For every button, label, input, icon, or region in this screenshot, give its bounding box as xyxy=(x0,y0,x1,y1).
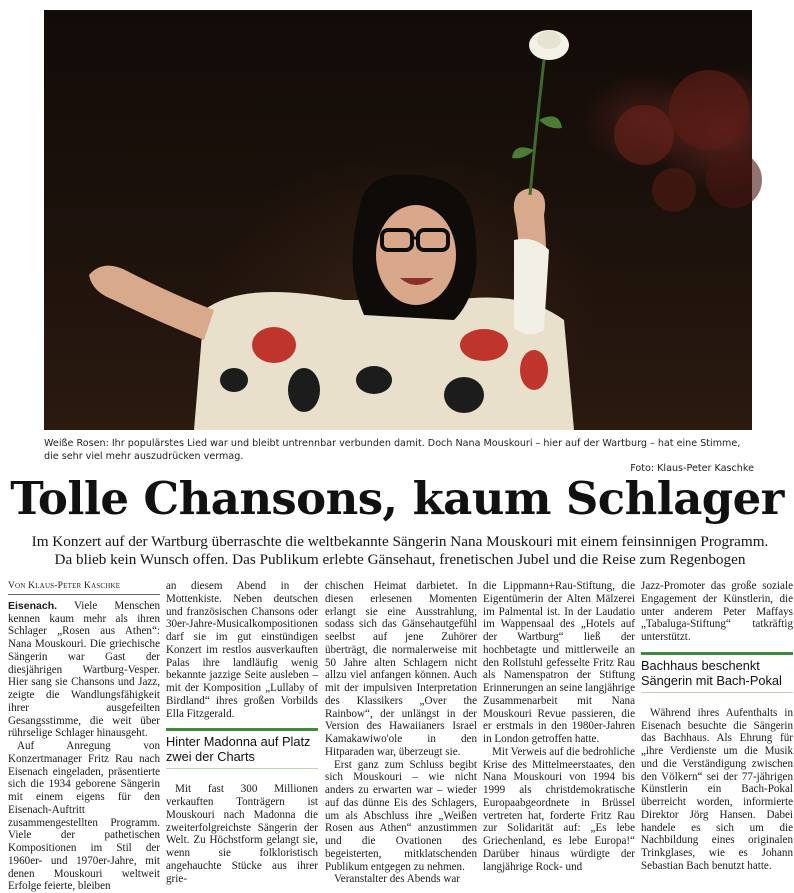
article-paragraph: an diesem Abend in der Mottenkiste. Neben deutschen und französischen Chansons oder 30er-Jahre-Musicalkompositionen darf sie im gut einstündigen Konzert im restlos ausverkauften Palas ihre landläufig wenig bekannte jazzige Seite ausleben – mit der Komposition „Lullaby of Birdland“ ihres großen Vorbilds Ella Fitzgerald. xyxy=(166,580,318,720)
article-paragraph xyxy=(8,600,160,740)
article-paragraph: chischen Heimat darbietet. In diesen erlesenen Momenten erlangt sie eine Ausstrahlung, sodass sich das Gänsehautgefühl seelbst auf jene Zuhörer überträgt, die normalerweise mit 50 Jahre alten Schlagern nicht allzu viel anfangen können. Auch mit der impulsiven Interpretation des Klassikers „Over the Rainbow“, der unlängst in der Version des Hawaiianers Israel Kamakawiwo'ole in den Hitparaden war, überzeugt sie. xyxy=(325,580,477,758)
subheadline xyxy=(30,533,770,569)
article-column-1 xyxy=(8,580,160,893)
byline: Von Klaus-Peter Kaschke xyxy=(8,580,160,595)
article-paragraph: Mit fast 300 Millionen verkauften Tonträgern ist Mouskouri nach Madonna die zweiterfolgreichste Sängerin der Welt. Zu Höchstform gelangt sie, wenn sie folkloristisch angehauchte Stücke aus ihrer grie- xyxy=(166,783,318,885)
article-column-2 xyxy=(166,580,318,885)
article-paragraph: Mit Verweis auf die bedrohliche Krise des Mittelmeerstaates, den Nana Mouskouri von 1994 bis 1999 als christdemokratische Europaabgeordnete in Brüssel vertreten hat, forderte Fritz Rau zur Solidarität auf: „Es lebe Griechenland, es lebe Europa!“ Darüber hinaus würdigte der langjährige Rock- und xyxy=(483,745,635,873)
article-paragraph: Erst ganz zum Schluss begibt sich Mouskouri – wie nicht anders zu erwarten war – wieder auf das dünne Eis des Schlagers, um als Abschluss ihre „Weißen Rosen aus Athen“ anzustimmen und die Ovationen des begeisterten, mitklatschenden Publikum entgegen zu nehmen. xyxy=(325,758,477,873)
article-paragraph: Jazz-Promoter das große soziale Engagement der Künstlerin, die unter anderem Peter Maffays „Tabaluga-Stiftung“ tatkräftig unterstützt. xyxy=(641,580,793,643)
section-heading: Bachhaus beschenkt Sängerin mit Bach-Pokal xyxy=(641,652,793,693)
singer-photo-illustration xyxy=(44,10,752,430)
subhead-line-2: Da blieb kein Wunsch offen. Das Publikum erlebte Gänsehaut, frenetischen Jubel und die Reise zum Regenbogen xyxy=(54,551,746,568)
headline: Tolle Chansons, kaum Schlager xyxy=(10,472,784,525)
photo-credit: Foto: Klaus-Peter Kaschke xyxy=(630,463,754,474)
dateline: Eisenach. xyxy=(8,599,58,612)
article-column-5 xyxy=(641,580,793,873)
caption-text: Weiße Rosen: Ihr populärstes Lied war und bleibt untrennbar verbunden damit. Doch Nana Mouskouri – hier auf der Wartburg – hat eine Stimme, die sehr viel mehr auszudrücken vermag. xyxy=(44,438,741,462)
article-paragraph: die Lippmann+Rau-Stiftung, die Eigentümerin der Alten Mälzerei im Palmental ist. In der Laudatio im Wappensaal des „Hotels auf der Wartburg“ ließ der hochbetagte und mittlerweile an den Rollstuhl gefesselte Fritz Rau als Namenspatron der Stiftung Erinnerungen an seine langjährige Zusammenarbeit mit Nana Mouskouri Revue passieren, die er erstmals in den 1980er-Jahren in London getroffen hatte. xyxy=(483,580,635,745)
article-paragraph: Veranstalter des Abends war xyxy=(334,873,460,886)
article-column-4 xyxy=(483,580,635,873)
paragraph-text: Viele Menschen kennen kaum mehr als ihren Schlager „Rosen aus Athen“: Nana Mouskouri. Die griechische Sängerin war Gast der diesjährigen Wartburg-Vesper. Hier sang sie Chansons und Jazz, zeigte die Wandlungsfähigkeit ihrer ausgefeilten Gesangsstimme, die weit über rührselige Schlager hinausgeht. xyxy=(8,599,160,740)
article-paragraph: Auf Anregung von Konzertmanager Fritz Rau nach Eisenach eingeladen, präsentierte sich die 1934 geborene Sängerin mit einem eigens für den Eisenach-Auftritt zusammengestellten Programm. Viele der pathetischen Kompositionen im Stil der 1960er- und 1970er-Jahre, mit denen Mouskouri weltweit Erfolge feierte, bleiben xyxy=(8,740,160,893)
article-paragraph: Während ihres Aufenthalts in Eisenach besuchte die Sängerin das Bachhaus. Als Ehrung für „ihre Verdienste um die Musik und die Verständigung zwischen den Völkern“ sei der 77-jährigen Künstlerin ein Bach-Pokal überreicht worden, informierte Direktor Jörg Hansen. Dabei handele es sich um die Nachbildung eines originalen Trinkglases, wie es Johann Sebastian Bach benutzt hatte. xyxy=(641,706,793,872)
article-column-3 xyxy=(325,580,477,886)
section-heading: Hinter Madonna auf Platz zwei der Charts xyxy=(166,728,318,769)
photo-caption xyxy=(44,438,754,476)
subhead-line-1: Im Konzert auf der Wartburg überraschte die weltbekannte Sängerin Nana Mouskouri mit einem feinsinnigen Programm. xyxy=(31,533,769,550)
article-photo xyxy=(44,10,752,430)
